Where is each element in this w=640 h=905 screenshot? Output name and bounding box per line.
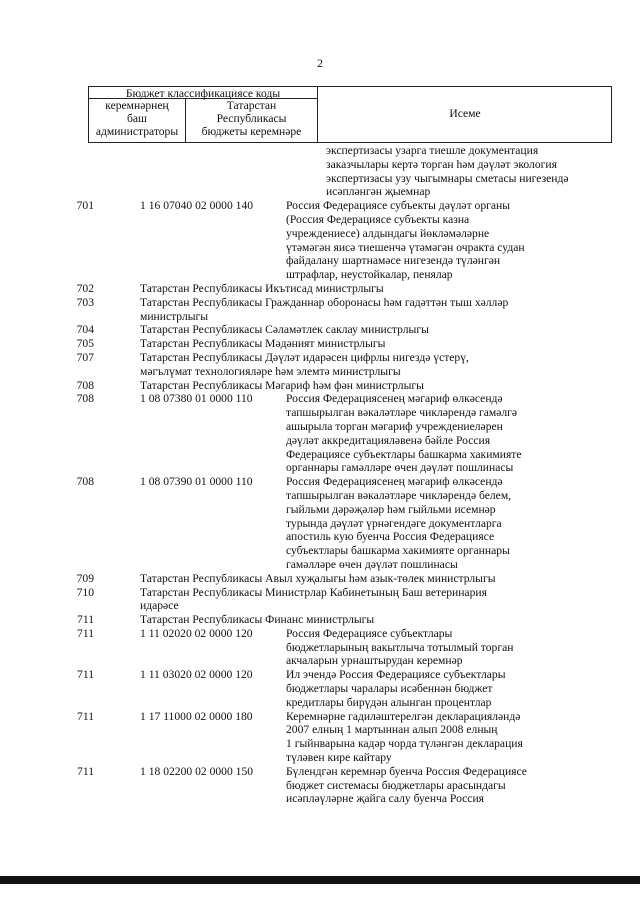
income-name: Керемнәрне гадиләштерелгән декларацияләндә xyxy=(286,709,521,723)
budget-code xyxy=(94,723,280,737)
admin-code: 707 xyxy=(76,350,94,364)
admin-code xyxy=(0,723,94,737)
admin-code xyxy=(0,641,94,655)
income-name: апостиль кую буенча Россия Федерациясе xyxy=(286,530,495,544)
table-row xyxy=(0,558,640,572)
table-row xyxy=(0,792,640,806)
budget-code xyxy=(94,213,280,227)
table-row xyxy=(0,765,640,779)
income-name: органнары гамәлләре өчен дәүләт пошлинасы xyxy=(286,461,514,475)
header-col-name: Исеме xyxy=(449,107,481,120)
table-row xyxy=(0,392,640,406)
admin-code xyxy=(0,406,94,420)
income-name: Россия Федерациясе субъектлары xyxy=(286,626,453,640)
table-row xyxy=(0,365,640,379)
ministry-name: идарәсе xyxy=(140,599,179,613)
ministry-name: Татарстан Республикасы Министрлар Кабинетының Баш ветеринария xyxy=(140,585,487,599)
income-name: гамәлләре өчен дәүләт пошлинасы xyxy=(286,557,458,571)
ministry-name: Татарстан Республикасы Финанс министрлыгы xyxy=(140,613,375,627)
table-row xyxy=(0,599,640,613)
income-name: файдалану шартнамәсе нигезендә түләнгән xyxy=(286,254,501,268)
ministry-name: Татарстан Республикасы Авыл хуҗалыгы һәм азык-төлек министрлыгы xyxy=(140,571,496,585)
ministry-name: Татарстан Республикасы Гражданнар оборонасы һәм гадәттән тыш хәлләр xyxy=(140,295,509,309)
admin-code: 711 xyxy=(77,626,94,640)
table-row xyxy=(0,737,640,751)
admin-code xyxy=(0,268,94,282)
table-row xyxy=(0,475,640,489)
income-name: ашырыла торган мәгариф учреждениеләрен xyxy=(286,419,503,433)
budget-code xyxy=(94,227,280,241)
budget-code xyxy=(94,434,280,448)
budget-code xyxy=(94,420,280,434)
header-col-budget: Татарстан Республикасы бюджеты керемнәре xyxy=(201,99,302,138)
budget-code xyxy=(94,779,280,793)
table-row xyxy=(0,696,640,710)
budget-code xyxy=(94,268,280,282)
income-name: бюджетлары чаралары исәбеннән бюджет xyxy=(286,682,493,696)
admin-code xyxy=(0,461,94,475)
income-name: субъектлары башкарма хакимияте органнары xyxy=(286,544,510,558)
income-name: Россия Федерациясе субъекты дәүләт органы xyxy=(286,199,511,213)
income-name: 2007 елның 1 мартыннан алып 2008 елның xyxy=(286,723,498,737)
table-row xyxy=(0,241,640,255)
admin-code: 709 xyxy=(76,571,94,585)
income-name: Федерациясе субъектлары башкарма хакимияте xyxy=(286,447,522,461)
table-row xyxy=(0,668,640,682)
admin-code: 708 xyxy=(76,475,94,489)
table-row xyxy=(0,627,640,641)
income-name: дәүләт аккредитацияләвенә бәйле Россия xyxy=(286,433,491,447)
table-row xyxy=(0,779,640,793)
budget-code xyxy=(94,737,280,751)
ministry-name: Татарстан Республикасы Мәдәният министрлыгы xyxy=(140,337,386,351)
admin-code: 711 xyxy=(77,764,94,778)
budget-code: 1 16 07040 02 0000 140 xyxy=(140,199,254,213)
table-row xyxy=(0,448,640,462)
budget-code xyxy=(94,489,280,503)
budget-code: 1 08 07390 01 0000 110 xyxy=(140,475,253,489)
table-row xyxy=(0,530,640,544)
income-name: Россия Федерациясенең мәгариф өлкәсендә xyxy=(286,475,503,489)
table-body xyxy=(0,144,640,806)
admin-code: 710 xyxy=(76,585,94,599)
table-row xyxy=(0,282,640,296)
ministry-name: Татарстан Республикасы Сәламәтлек саклау министрлыгы xyxy=(140,323,429,337)
admin-code xyxy=(0,503,94,517)
budget-code xyxy=(94,241,280,255)
table-row xyxy=(0,544,640,558)
admin-code xyxy=(0,654,94,668)
admin-code: 711 xyxy=(77,613,94,627)
budget-code xyxy=(94,517,280,531)
table-row xyxy=(0,310,640,324)
budget-code: 1 17 11000 02 0000 180 xyxy=(140,709,253,723)
admin-code xyxy=(0,434,94,448)
budget-code xyxy=(94,792,280,806)
budget-code xyxy=(94,558,280,572)
income-name: үтәмәгән яисә тиешенчә үтәмәгән очракта судан xyxy=(286,240,525,254)
budget-code xyxy=(94,751,280,765)
budget-code xyxy=(94,254,280,268)
continuation-line: экспертизасы узарга тиешле документация xyxy=(326,144,539,157)
budget-code xyxy=(94,682,280,696)
table-row xyxy=(0,586,640,600)
table-row xyxy=(0,420,640,434)
table-row xyxy=(0,654,640,668)
admin-code xyxy=(0,696,94,710)
continuation-line: экспертизасы узу чыгымнары сметасы нигезендә xyxy=(326,171,569,185)
income-name: бюджетларының вакытлыча тотылмый торган xyxy=(286,640,514,654)
ministry-name: Татарстан Республикасы Икътисад министрлыгы xyxy=(140,281,384,295)
budget-code xyxy=(94,654,280,668)
income-name: турында дәүләт үрнәгендәге документларга xyxy=(286,516,502,530)
budget-code xyxy=(94,406,280,420)
admin-code xyxy=(0,792,94,806)
table-row xyxy=(0,517,640,531)
table-row xyxy=(0,379,640,393)
budget-code: 1 08 07380 01 0000 110 xyxy=(140,392,253,406)
ministry-name: министрлыгы xyxy=(140,309,209,323)
income-name: тапшырылган вәкаләтләре чикләрендә белем, xyxy=(286,488,512,502)
admin-code xyxy=(0,682,94,696)
table-row xyxy=(0,268,640,282)
income-name: бюджет системасы бюджетлары арасындагы xyxy=(286,778,506,792)
income-name: тапшырылган вәкаләтләре чикләрендә гамәлгә xyxy=(286,406,518,420)
table-row xyxy=(0,641,640,655)
income-name: кредитлары бирүдән алынган процентлар xyxy=(286,695,492,709)
admin-code xyxy=(0,310,94,324)
admin-code: 704 xyxy=(76,323,94,337)
budget-code xyxy=(94,503,280,517)
admin-code xyxy=(0,737,94,751)
budget-code: 1 11 02020 02 0000 120 xyxy=(140,626,253,640)
table-row xyxy=(0,296,640,310)
admin-code xyxy=(0,448,94,462)
admin-code: 711 xyxy=(77,709,94,723)
table-row xyxy=(0,461,640,475)
table-row xyxy=(0,723,640,737)
budget-code xyxy=(94,461,280,475)
admin-code xyxy=(0,489,94,503)
table-row xyxy=(0,751,640,765)
table-row xyxy=(0,199,640,213)
table-row xyxy=(0,434,640,448)
table-row xyxy=(0,613,640,627)
table-row xyxy=(0,337,640,351)
income-name: учреждениесе) алдындагы йөкләмәләрне xyxy=(286,226,490,240)
table-row xyxy=(0,710,640,724)
income-name: штрафлар, неустойкалар, пенялар xyxy=(286,268,453,282)
continuation-line: исәпләнгән җыемнар xyxy=(326,185,431,199)
income-name: гыйльми дәрәҗәләр һәм гыйльми исемнәр xyxy=(286,502,496,516)
page-number: 2 xyxy=(317,56,323,70)
admin-code xyxy=(0,254,94,268)
admin-code xyxy=(0,751,94,765)
admin-code xyxy=(0,517,94,531)
table-row xyxy=(0,572,640,586)
admin-code: 702 xyxy=(76,281,94,295)
income-name: Россия Федерациясенең мәгариф өлкәсендә xyxy=(286,392,503,406)
admin-code xyxy=(0,599,94,613)
admin-code: 708 xyxy=(76,378,94,392)
budget-code xyxy=(94,448,280,462)
admin-code: 708 xyxy=(76,392,94,406)
income-name: Ил эчендә Россия Федерациясе субъектлары xyxy=(286,668,506,682)
income-name: исәпләүләрне җайга салу буенча Россия xyxy=(286,792,484,806)
header-group-title: Бюджет классификациясе коды xyxy=(125,87,281,100)
income-name: 1 гыйнварына кадәр чорда түләнгән декларация xyxy=(286,737,523,751)
table-row xyxy=(0,682,640,696)
budget-code: 1 11 03020 02 0000 120 xyxy=(140,668,253,682)
admin-code xyxy=(0,227,94,241)
ministry-name: Татарстан Республикасы Мәгариф һәм фән министрлыгы xyxy=(140,378,424,392)
budget-code xyxy=(94,696,280,710)
admin-code: 705 xyxy=(76,337,94,351)
table-row xyxy=(0,351,640,365)
income-name: Бүлендгән керемнәр буенча Россия Федерациясе xyxy=(286,764,527,778)
admin-code xyxy=(0,530,94,544)
budget-code xyxy=(94,544,280,558)
table-row xyxy=(0,503,640,517)
admin-code: 711 xyxy=(77,668,94,682)
scan-edge xyxy=(0,876,640,884)
admin-code xyxy=(0,558,94,572)
table-row xyxy=(0,406,640,420)
table-row xyxy=(0,227,640,241)
table-row xyxy=(0,254,640,268)
table-row xyxy=(0,323,640,337)
admin-code: 701 xyxy=(76,199,94,213)
admin-code xyxy=(0,365,94,379)
header-col-admin: керемнәрнең баш администраторы xyxy=(95,99,179,138)
admin-code xyxy=(0,779,94,793)
income-name: түләвен кире кайтару xyxy=(286,751,392,765)
admin-code: 703 xyxy=(76,295,94,309)
budget-code: 1 18 02200 02 0000 150 xyxy=(140,764,254,778)
table-header xyxy=(88,86,612,143)
ministry-name: мәгълүмат технологияләре һәм элемтә министрлыгы xyxy=(140,364,401,378)
table-row xyxy=(0,213,640,227)
continuation-line: заказчылары кертә торган һәм дәүләт экология xyxy=(326,157,557,171)
admin-code xyxy=(0,544,94,558)
budget-code xyxy=(94,530,280,544)
income-name: акчаларын урнаштырудан керемнәр xyxy=(286,654,463,668)
income-name: (Россия Федерациясе субъекты казна xyxy=(286,212,470,226)
admin-code xyxy=(0,241,94,255)
admin-code xyxy=(0,213,94,227)
ministry-name: Татарстан Республикасы Дәүләт идарәсен цифрлы нигездә үстерү, xyxy=(140,350,469,364)
table-row xyxy=(0,489,640,503)
budget-code xyxy=(94,641,280,655)
admin-code xyxy=(0,420,94,434)
